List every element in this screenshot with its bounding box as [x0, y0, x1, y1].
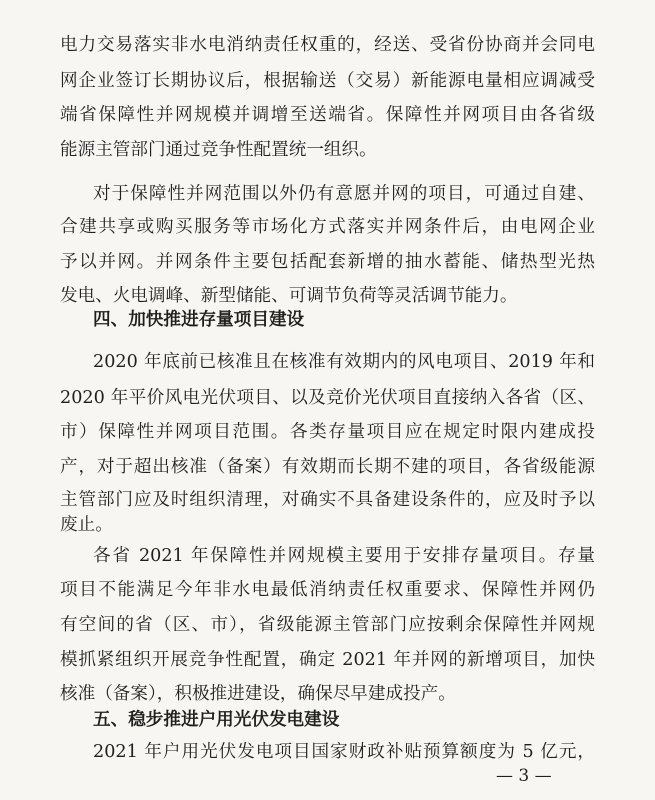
paragraph-3-line-5: 主管部门应及时组织清理，对确实不具备建设条件的，应及时予以: [60, 490, 595, 510]
paragraph-3-line-3: 市）保障性并网项目范围。各类存量项目应在规定时限内建成投: [60, 422, 595, 442]
paragraph-3-line-4: 产，对于超出核准（备案）有效期而长期不建的项目，各省级能源: [60, 457, 595, 477]
paragraph-4-line-2: 项目不能满足今年非水电最低消纳责任权重要求、保障性并网仍: [60, 580, 595, 600]
paragraph-2-line-4: 发电、火电调峰、新型储能、可调节负荷等灵活调节能力。: [60, 286, 518, 306]
paragraph-1-line-2: 网企业签订长期协议后，根据输送（交易）新能源电量相应调减受: [60, 71, 595, 91]
paragraph-4-line-3: 有空间的省（区、市），省级能源主管部门应按剩余保障性并网规: [60, 615, 595, 635]
paragraph-2-line-2: 合建共享或购买服务等市场化方式落实并网条件后，由电网企业: [60, 217, 595, 237]
paragraph-4-line-4: 模抓紧组织开展竞争性配置，确定 2021 年并网的新增项目，加快: [60, 650, 595, 670]
section-heading-4: 四、加快推进存量项目建设: [93, 310, 305, 330]
paragraph-1-line-4: 能源主管部门通过竞争性配置统一组织。: [60, 140, 377, 160]
paragraph-5-line-1: 2021 年户用光伏发电项目国家财政补贴预算额度为 5 亿元，: [93, 742, 595, 762]
paragraph-3-line-1: 2020 年底前已核准且在核准有效期内的风电项目、2019 年和: [93, 352, 595, 372]
page-number: — 3 —: [496, 766, 552, 786]
paragraph-1-line-3: 端省保障性并网规模并调增至送端省。保障性并网项目由各省级: [60, 105, 595, 125]
paragraph-3-line-6: 废止。: [60, 515, 113, 535]
paragraph-4-line-5: 核准（备案），积极推进建设，确保尽早建成投产。: [60, 684, 456, 704]
paragraph-2-line-1: 对于保障性并网范围以外仍有意愿并网的项目，可通过自建、: [93, 184, 595, 204]
paragraph-2-line-3: 予以并网。并网条件主要包括配套新增的抽水蓄能、储热型光热: [60, 252, 595, 272]
paragraph-1-line-1: 电力交易落实非水电消纳责任权重的，经送、受省份协商并会同电: [60, 35, 595, 55]
paragraph-3-line-2: 2020 年平价风电光伏项目、以及竞价光伏项目直接纳入各省（区、: [60, 388, 595, 408]
paragraph-4-line-1: 各省 2021 年保障性并网规模主要用于安排存量项目。存量: [93, 546, 595, 566]
section-heading-5: 五、稳步推进户用光伏发电建设: [93, 710, 340, 730]
